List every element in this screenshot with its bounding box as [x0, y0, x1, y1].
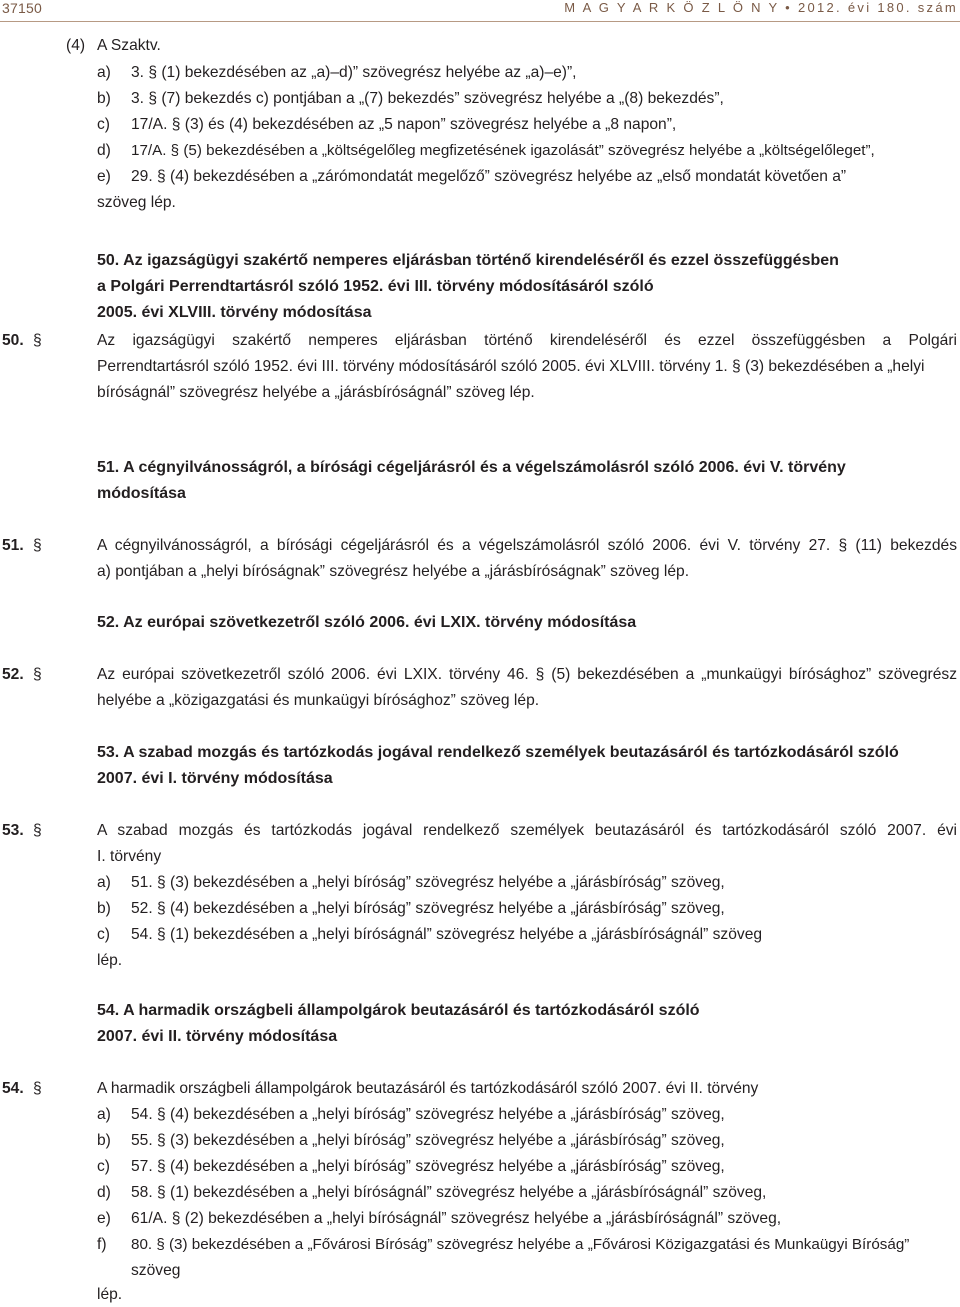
section-number: 52. [2, 666, 24, 683]
body-line: A harmadik országbeli állampolgárok beutazásáról és tartózkodásáról szóló 2007. évi II. törvény [97, 1080, 759, 1097]
list-item: 54. § (4) bekezdésében a „helyi bíróság” szövegrész helyébe a „járásbíróság” szöveg, [131, 1106, 725, 1123]
list-item: 54. § (1) bekezdésében a „helyi bíróságnál” szövegrész helyébe a „járásbíróságnál” szöveg [131, 926, 763, 943]
section-sign: § [33, 666, 42, 683]
item-marker: a) [97, 874, 111, 891]
heading-line: 50. Az igazságügyi szakértő nemperes eljárásban történő kirendeléséről és ezzel összefüggésben [97, 252, 839, 269]
item-marker: e) [97, 1210, 111, 1227]
list-item: 57. § (4) bekezdésében a „helyi bíróság” szövegrész helyébe a „járásbíróság” szöveg, [131, 1158, 725, 1175]
list-item: 3. § (1) bekezdésében az „a)–d)” szövegrész helyébe az „a)–e)”, [131, 64, 577, 81]
list-item: 51. § (3) bekezdésében a „helyi bíróság” szövegrész helyébe a „járásbíróság” szöveg, [131, 874, 725, 891]
section-number: 51. [2, 537, 24, 554]
heading-line: 51. A cégnyilvánosságról, a bírósági cégeljárásról és a végelszámolásról szóló 2006. évi V. törvény [97, 459, 846, 476]
section-number: 50. [2, 332, 24, 349]
body-line: helyébe a „közigazgatási és munkaügyi bírósághoz” szöveg lép. [97, 692, 540, 709]
list-item: 17/A. § (3) és (4) bekezdésében az „5 napon” szövegrész helyébe a „8 napon”, [131, 116, 677, 133]
item-marker: b) [97, 1132, 111, 1149]
item-marker: c) [97, 1158, 110, 1175]
section-number: 54. [2, 1080, 24, 1097]
heading-line: 2007. évi II. törvény módosítása [97, 1028, 338, 1045]
page-header [0, 0, 960, 22]
item-marker: d) [97, 142, 111, 159]
section-number: 53. [2, 822, 24, 839]
section-sign: § [33, 537, 42, 554]
section-body [97, 818, 957, 870]
heading-line: 2005. évi XLVIII. törvény módosítása [97, 304, 372, 321]
paragraph-label: (4) [66, 37, 86, 54]
body-line: A szabad mozgás és tartózkodás jogával rendelkező személyek beutazásáról és tartózkodásáról szóló 2007. évi [97, 822, 957, 839]
item-marker: a) [97, 1106, 111, 1123]
body-line: Perrendtartásról szóló 1952. évi III. törvény módosításáról szóló 2005. évi XLVIII. törvény 1. § (3) bekezdésében a „helyi [97, 358, 925, 375]
list-item: 17/A. § (5) bekezdésében a „költségelőleg megfizetésének igazolását” szövegrész helyébe a „költségelőleget”, [131, 142, 875, 159]
body-line: Az igazságügyi szakértő nemperes eljárásban történő kirendeléséről és ezzel összefüggésben a Polgári [97, 332, 957, 349]
list-item: 80. § (3) bekezdésében a „Fővárosi Bíróság” szövegrész helyébe a „Fővárosi Közigazgatási és Munkaügyi Bíróság” [131, 1236, 910, 1253]
section-heading [97, 248, 839, 326]
heading-line: módosítása [97, 485, 186, 502]
heading-line: 54. A harmadik országbeli állampolgárok beutazásáról és tartózkodásáról szóló [97, 1002, 700, 1019]
item-marker: c) [97, 926, 110, 943]
heading-line: 2007. évi I. törvény módosítása [97, 770, 333, 787]
heading-line: 52. Az európai szövetkezetről szóló 2006. évi LXIX. törvény módosítása [97, 614, 637, 631]
header-rule [0, 21, 960, 22]
section-heading [97, 610, 636, 636]
heading-line: 53. A szabad mozgás és tartózkodás jogával rendelkező személyek beutazásáról és tartózkodásáról szóló [97, 744, 899, 761]
body-line: I. törvény [97, 848, 162, 865]
list-item: 29. § (4) bekezdésében a „zárómondatát megelőző” szövegrész helyébe az „első mondatát követően a” [131, 168, 847, 185]
body-line: bíróságnál” szövegrész helyébe a „járásbíróságnál” szöveg lép. [97, 384, 535, 401]
item-marker: a) [97, 64, 111, 81]
section-sign: § [33, 332, 42, 349]
item-marker: f) [97, 1236, 107, 1253]
body-line: A cégnyilvánosságról, a bírósági cégeljárásról és a végelszámolásról szóló 2006. évi V. törvény 27. § (11) bekezdés [97, 537, 957, 554]
section-body [97, 533, 957, 585]
list-tail: lép. [97, 952, 123, 969]
body-line: a) pontjában a „helyi bíróságnak” szövegrész helyébe a „járásbíróságnak” szöveg lép. [97, 563, 690, 580]
item-marker: d) [97, 1184, 111, 1201]
section-sign: § [33, 1080, 42, 1097]
body-line: Az európai szövetkezetről szóló 2006. évi LXIX. törvény 46. § (5) bekezdésében a „munkaügyi bírósághoz” szövegrész [97, 666, 957, 683]
section-heading [97, 998, 700, 1050]
paragraph-text: A Szaktv. [97, 37, 161, 54]
list-item: 55. § (3) bekezdésében a „helyi bíróság” szövegrész helyébe a „járásbíróság” szöveg, [131, 1132, 725, 1149]
item-marker: b) [97, 900, 111, 917]
item-marker: c) [97, 116, 110, 133]
list-item: 52. § (4) bekezdésében a „helyi bíróság” szövegrész helyébe a „járásbíróság” szöveg, [131, 900, 725, 917]
section-body [97, 662, 957, 714]
list-item: 61/A. § (2) bekezdésében a „helyi bíróságnál” szövegrész helyébe a „járásbíróságnál” szöveg, [131, 1210, 782, 1227]
section-heading [97, 455, 846, 507]
page-number: 37150 [2, 0, 42, 16]
item-marker: b) [97, 90, 111, 107]
list-item: 3. § (7) bekezdés c) pontjában a „(7) bekezdés” szövegrész helyébe a „(8) bekezdés”, [131, 90, 724, 107]
section-heading [97, 740, 899, 792]
heading-line: a Polgári Perrendtartásról szóló 1952. évi III. törvény módosításáról szóló [97, 278, 654, 295]
journal-title: M A G Y A R K Ö Z L Ö N Y • 2012. évi 180. szám [564, 0, 958, 15]
list-item-continuation: szöveg [131, 1262, 181, 1279]
section-body [97, 328, 957, 406]
list-item-continuation: szöveg lép. [97, 194, 176, 211]
section-sign: § [33, 822, 42, 839]
list-item: 58. § (1) bekezdésében a „helyi bíróságnál” szövegrész helyébe a „járásbíróságnál” szöveg, [131, 1184, 767, 1201]
list-tail: lép. [97, 1286, 123, 1303]
item-marker: e) [97, 168, 111, 185]
